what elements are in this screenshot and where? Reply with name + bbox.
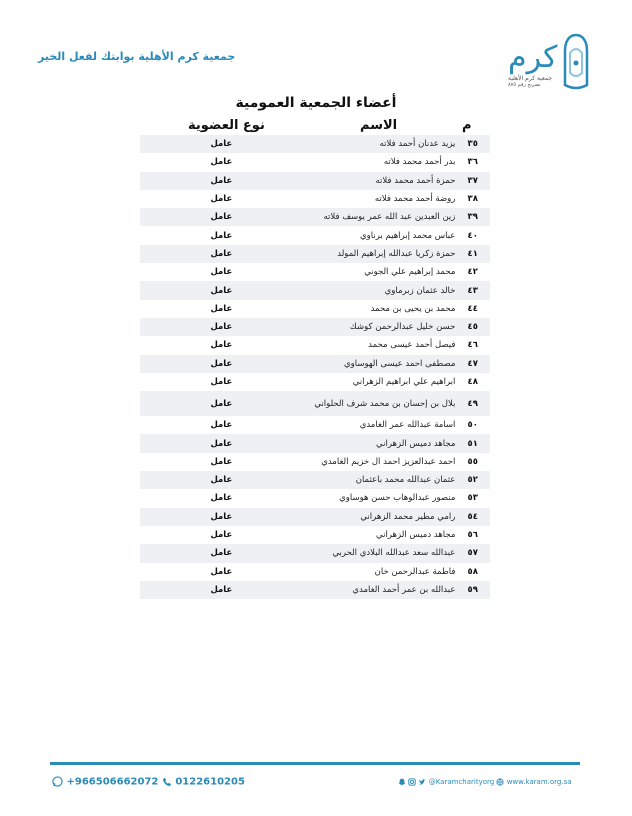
table-row — [140, 281, 490, 299]
table-row — [140, 135, 490, 153]
member-name: روضة أحمد محمد فلاته — [374, 194, 456, 205]
phone-icon — [162, 777, 172, 787]
members-table — [140, 135, 490, 599]
member-number: ٤٠ — [467, 230, 478, 241]
member-name: محمد إبراهيم علي الجوني — [364, 267, 456, 278]
member-name: ابراهيم علي ابراهيم الزهراني — [352, 377, 456, 387]
whatsapp-number[interactable]: +966506662072 — [66, 776, 159, 788]
table-row — [140, 373, 490, 391]
member-name: عبدالله بن عمر أحمد الغامدي — [303, 581, 456, 599]
column-header-membership: نوع العضوية — [188, 118, 265, 133]
member-name: حمزة أحمد محمد فلاته — [303, 172, 456, 190]
member-name: خالد عثمان زبرماوي — [303, 281, 456, 299]
member-name: فيصل أحمد عيسى محمد — [368, 340, 456, 351]
table-row — [140, 453, 490, 471]
member-name: بدر أحمد محمد فلاته — [383, 157, 456, 168]
logo-subtitle: جمعية كرم الأهلية — [508, 75, 553, 82]
table-row — [140, 318, 490, 336]
globe-icon — [496, 778, 504, 786]
member-name: حمزة زكريا عبدالله إبراهيم المولد — [303, 245, 456, 263]
member-name: عباس محمد إبراهيم برناوي — [360, 230, 456, 241]
membership-type: عامل — [210, 340, 233, 351]
membership-type: عامل — [210, 377, 233, 387]
member-number: ٥٨ — [467, 566, 478, 577]
member-number: ٤٦ — [467, 340, 478, 351]
table-row — [140, 245, 490, 263]
page-title: أعضاء الجمعية العمومية — [235, 95, 397, 111]
member-number: ٥٢ — [455, 471, 490, 489]
member-name: عثمان عبدالله محمد باعثمان — [303, 471, 456, 489]
member-number: ٤٩ — [455, 391, 490, 416]
member-number: ٤١ — [455, 245, 490, 263]
membership-type: عامل — [210, 194, 233, 205]
table-row — [140, 336, 490, 354]
membership-type: عامل — [210, 303, 233, 314]
member-number: ٣٥ — [455, 135, 490, 153]
column-header-number: م — [462, 118, 472, 133]
member-name: مصطفى احمد عيسى الهوساوي — [303, 355, 456, 373]
snapchat-icon[interactable] — [398, 778, 406, 786]
member-number: ٤٣ — [455, 281, 490, 299]
member-number: ٤٨ — [467, 377, 478, 387]
membership-type: عامل — [210, 456, 233, 467]
member-name: منصور عبدالوهاب حسن هوساوي — [339, 493, 456, 504]
table-row — [140, 526, 490, 544]
membership-type: عامل — [140, 508, 303, 526]
table-row — [140, 355, 490, 373]
member-name: رامي مطير محمد الزهراني — [303, 508, 456, 526]
membership-type: عامل — [140, 581, 303, 599]
member-number: ٥٩ — [455, 581, 490, 599]
member-name: احمد عبدالعزيز احمد ال خزيم الغامدي — [321, 456, 456, 467]
member-name: عبدالله سعد عبدالله البلادي الحربي — [303, 544, 456, 562]
table-row — [140, 263, 490, 281]
member-name: حسن خليل عبدالرحمن كوشك — [303, 318, 456, 336]
membership-type: عامل — [140, 135, 303, 153]
member-number: ٤٧ — [455, 355, 490, 373]
table-row — [140, 153, 490, 171]
footer-divider — [50, 762, 580, 765]
member-name: مجاهد دميس الزهراني — [376, 530, 456, 541]
table-row — [140, 190, 490, 208]
member-number: ٥٦ — [467, 530, 478, 541]
membership-type: عامل — [210, 566, 233, 577]
logo-mark-icon — [562, 33, 590, 91]
membership-type: عامل — [140, 391, 303, 416]
member-number: ٤٥ — [455, 318, 490, 336]
slogan: جمعية كرم الأهلية بوابتك لفعل الخير — [38, 50, 236, 63]
member-name: زين العبدين عبد الله عمر يوسف فلاته — [303, 208, 456, 226]
social-handle[interactable]: @Karamcharityorg — [428, 778, 495, 786]
member-number: ٥١ — [455, 434, 490, 452]
member-name: اسامة عبدالله عمر الغامدي — [359, 420, 456, 431]
membership-type: عامل — [210, 493, 233, 504]
member-number: ٥٠ — [467, 420, 478, 431]
membership-type: عامل — [140, 172, 303, 190]
logo-license: تصريح رقم ٨٧٥ — [508, 82, 541, 88]
footer-social — [398, 778, 572, 786]
column-header-name: الاسم — [360, 118, 398, 133]
table-row — [140, 416, 490, 434]
member-name: محمد بن يحيى بن محمد — [370, 303, 456, 314]
membership-type: عامل — [140, 208, 303, 226]
phone-number[interactable]: 0122610205 — [175, 776, 245, 788]
membership-type: عامل — [140, 318, 303, 336]
member-number: ٥٥ — [467, 456, 478, 467]
table-row — [140, 208, 490, 226]
membership-type: عامل — [140, 355, 303, 373]
membership-type: عامل — [140, 544, 303, 562]
twitter-icon[interactable] — [418, 778, 426, 786]
member-name: فاطمة عبدالرحمن خان — [374, 566, 456, 577]
membership-type: عامل — [140, 281, 303, 299]
membership-type: عامل — [140, 434, 303, 452]
table-row — [140, 471, 490, 489]
member-name: مجاهد دميس الزهراني — [303, 434, 456, 452]
member-number: ٣٩ — [455, 208, 490, 226]
member-number: ٣٧ — [455, 172, 490, 190]
membership-type: عامل — [210, 157, 233, 168]
membership-type: عامل — [210, 530, 233, 541]
member-number: ٤٤ — [467, 303, 478, 314]
website-link[interactable]: www.karam.org.sa — [506, 778, 572, 786]
instagram-icon[interactable] — [408, 778, 416, 786]
table-row — [140, 226, 490, 244]
membership-type: عامل — [210, 267, 233, 278]
membership-type: عامل — [210, 420, 233, 431]
member-name: يزيد عدنان أحمد فلاته — [303, 135, 456, 153]
table-row — [140, 391, 490, 416]
member-number: ٥٤ — [455, 508, 490, 526]
member-number: ٣٦ — [467, 157, 478, 168]
member-number: ٥٣ — [467, 493, 478, 504]
table-row — [140, 300, 490, 318]
membership-type: عامل — [140, 245, 303, 263]
membership-type: عامل — [140, 471, 303, 489]
footer-contacts — [52, 776, 245, 788]
table-row — [140, 563, 490, 581]
table-row — [140, 172, 490, 190]
membership-type: عامل — [210, 230, 233, 241]
member-number: ٤٢ — [467, 267, 478, 278]
member-number: ٣٨ — [467, 194, 478, 205]
table-row — [140, 544, 490, 562]
table-row — [140, 581, 490, 599]
member-name: بلال بن إحسان بن محمد شرف الحلواني — [303, 391, 456, 416]
table-row — [140, 489, 490, 507]
whatsapp-icon — [52, 776, 63, 787]
table-row — [140, 434, 490, 452]
logo-text: كرم — [508, 40, 558, 75]
member-number: ٥٧ — [455, 544, 490, 562]
table-row — [140, 508, 490, 526]
